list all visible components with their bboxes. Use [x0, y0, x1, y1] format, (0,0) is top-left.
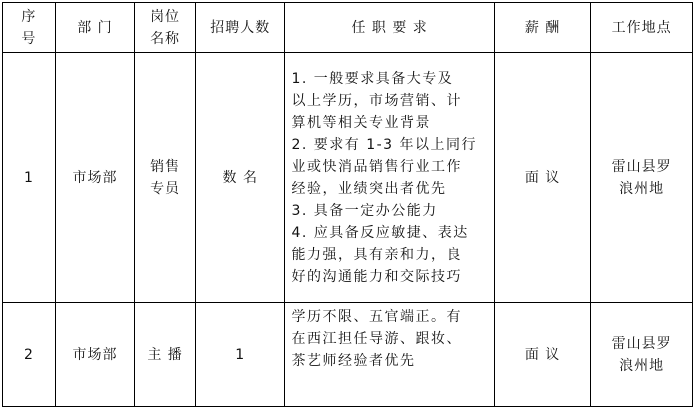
- requirements-cell: [285, 53, 494, 303]
- recruitment-table: [2, 2, 693, 407]
- salary-cell: 面 议: [494, 53, 591, 303]
- headcount-cell: 1: [196, 303, 285, 407]
- header-seq: 序 号: [3, 3, 56, 53]
- headcount-cell: 数 名: [196, 53, 285, 303]
- requirement-line: 好的沟通能力和交际技巧: [291, 268, 462, 285]
- location-cell: 雷山县罗 浪州地: [591, 303, 693, 407]
- seq-cell: 1: [3, 53, 56, 303]
- location-cell: 雷山县罗 浪州地: [591, 53, 693, 303]
- header-location: 工作地点: [591, 3, 693, 53]
- dept-cell: 市场部: [55, 53, 134, 303]
- requirement-line: 能力强，具有亲和力，良: [291, 246, 462, 263]
- table-row: [3, 53, 693, 303]
- header-dept: 部 门: [55, 3, 134, 53]
- position-cell: 销售 专员: [135, 53, 196, 303]
- position-cell: 主 播: [135, 303, 196, 407]
- header-salary: 薪 酬: [494, 3, 591, 53]
- seq-cell: 2: [3, 303, 56, 407]
- salary-cell: 面 议: [494, 303, 591, 407]
- header-requirements: 任 职 要 求: [285, 3, 494, 53]
- requirement-line: 以上学历，市场营销、计: [291, 92, 462, 109]
- requirements-cell: [285, 303, 494, 407]
- table-row: [3, 303, 693, 407]
- requirement-line: 4. 应具备反应敏捷、表达: [291, 224, 469, 241]
- header-row: [3, 3, 693, 53]
- requirement-line: 经验，业绩突出者优先: [291, 180, 447, 197]
- requirement-line: 3. 具备一定办公能力: [291, 202, 438, 219]
- requirement-line: 业或快消品销售行业工作: [291, 158, 462, 175]
- requirement-line: 在西江担任导游、跟妆、: [291, 331, 462, 347]
- requirement-line: 2. 要求有 1-3 年以上同行: [291, 136, 478, 153]
- dept-cell: 市场部: [55, 303, 134, 407]
- requirement-line: 茶艺师经验者优先: [291, 353, 416, 369]
- header-position: 岗位 名称: [135, 3, 196, 53]
- requirement-line: 1. 一般要求具备大专及: [291, 70, 454, 87]
- requirement-line: 算机等相关专业背景: [291, 114, 431, 131]
- requirement-line: 学历不限、五官端正。有: [291, 309, 462, 325]
- header-headcount: 招聘人数: [196, 3, 285, 53]
